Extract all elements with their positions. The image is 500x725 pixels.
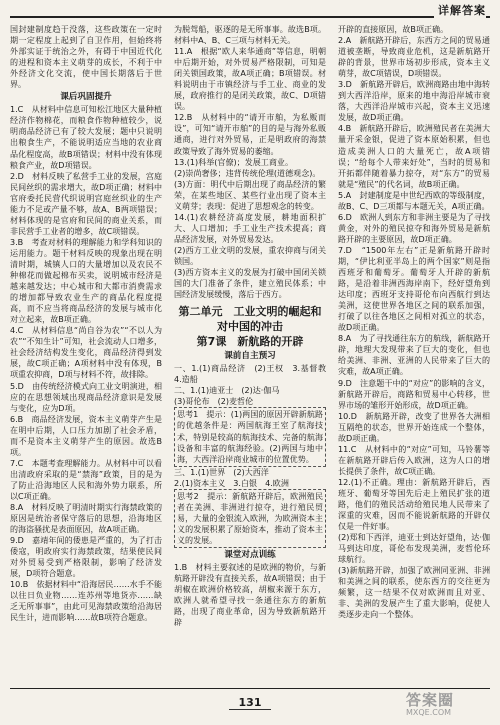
- answer-paragraph: 2.(1)资本主义 3.白银 4.欧洲: [174, 478, 289, 488]
- answer-paragraph: 3.D 新航路开辟后，欧洲商路由地中海转到大西洋沿岸，原来的地中海沿岸城市衰落，大西洋沿岸城市兴起，资本主义迅速发展，故D项正确。: [338, 80, 490, 123]
- answer-paragraph: 10.B 依据材料中“沿海居民……水手不能以往日负业物……连苏州等地货亦……缺乏无所事事”，由此可见海禁政策给沿海居民生计，进而影响……故B项符合题意。: [10, 580, 162, 623]
- answer-paragraph: 12.B 从材料中的“请开市舶，为私贩而设”，可知“请开市舶”的目的是与海外私贩通商，进行对外贸易，正是明政府的海禁政策导致了海外贸易的萎缩。: [174, 113, 326, 156]
- answer-paragraph: 二、1.(1)迪亚士 (2)达·伽马: [174, 386, 280, 396]
- page-header: [0, 0, 500, 22]
- answer-paragraph: 14.(1)农耕经济高度发展，耕地面积扩大、人口增加；手工业生产技术提高；商品经济发展，对外贸易发达。: [174, 212, 326, 244]
- answer-paragraph: 开辟的直接原因，故B项正确。: [338, 25, 449, 34]
- answer-paragraph: 9.D 注意题干中的“对应”的影响的含义，新航路开辟后，商路和贸易中心转移，世界市场的雏形开始形成，故D项正确。: [338, 378, 490, 410]
- footer-rule: [10, 688, 490, 689]
- answer-paragraph: (3)新航路开辟，加强了欧洲同亚洲、非洲和美洲之间的联系，使东西方的交往更为频繁，这一结果不仅对欧洲而且对亚、非、美洲的发展产生了重大影响，促使人类逐步走向一个整体。: [338, 566, 490, 620]
- answer-paragraph: 1.B 材料主要叙述的是欧洲的物价，与新航路开辟没有直接关系，故A项错误；由于胡椒在欧洲价格较高，胡椒来源于东方，欧洲人就希望寻找一条通往东方的新航路，出现了商业革命，因为导致新航路开辟: [174, 563, 326, 628]
- column-3: [338, 24, 490, 692]
- page-number-text: 131: [229, 696, 272, 710]
- answer-paragraph: 11.C 从材料中的“对应”可知，马铃薯等在新航路开辟后传入欧洲，这为人口的增长提供了条件，故C项正确。: [338, 444, 490, 476]
- hint-box: 思考1 提示：(1)两国的原因开辟新航路的优越条件是：两国航海王室了航海技术，特别是较高的航海技术、完备的航海设备和丰富的航海经验。(2)两国与地中海，大西洋沿岸商业城市的位置优势。: [174, 407, 326, 466]
- lesson-heading: 第7课 新航路的开辟: [196, 335, 304, 349]
- section-heading: 课堂对点训练: [224, 549, 276, 560]
- answer-paragraph: 7.D “1500年左右”正是新航路开辟时期，“伊比利亚半岛上的两个国家”则是指西班牙和葡萄牙。葡萄牙人开辟的新航路，是沿着非洲西海岸南下，经好望角到达印度；西班牙支持哥伦布向西航行到达美洲，这使世界各地区之间的联系加强，打破了以往各地区之间相对孤立的状态，故D项正确。: [338, 245, 490, 333]
- answer-paragraph: 一、1.(1)商品经济 (2)王权 3.基督教 4.造船: [174, 364, 335, 385]
- answer-paragraph: 2.A 新航路开辟后，东西方之间的贸易通道被垄断，导致商业危机，这是新航路开辟的背景，世界市场初步形成，资本主义萌芽，故C项错误，D项错误。: [338, 36, 490, 79]
- answer-paragraph: 5.A 封建制度是中世纪西欧的等级制度，故B、C、D三项都与本题无关，A项正确。: [338, 190, 490, 211]
- header-rule: [10, 16, 490, 18]
- watermark-top: 答案圈: [406, 691, 455, 709]
- header-title: 详解答案: [434, 2, 486, 18]
- answer-paragraph: 三、1.(1)世界 (2)大西洋: [174, 467, 269, 477]
- answer-paragraph: (2)崇尚奢侈；违背传统伦理(道德观念)。: [174, 168, 321, 178]
- answer-paragraph: 9.D 嘉靖年间的倭患是严重的，为了打击倭寇，明政府实行海禁政策，结果使民间对外贸易受到严格限制，影响了经济发展，D项符合题意。: [10, 536, 162, 579]
- answer-paragraph: 为脱驾船，驱逐的是无所事事。故选B项。材料中A、B、C三项与材料无关。: [174, 25, 326, 46]
- answer-paragraph: 1.C 从材料中信息可知松江地区大量种植经济作物棉花，而粮食作物种植较少，说明商品经济已有了较大发展；题中只说明出粮食生产，不能说明适应当地的农业商品化程度高，故B项错误；材料中没有体现粮食产业，故D项错误。: [10, 105, 162, 170]
- answer-paragraph: (3)哥伦布 (2)麦哲伦: [174, 397, 254, 407]
- answer-paragraph: 3.B 考查对材料的理解能力和学科知识的运用能力。题干材料反映的现象出现在明清时期，城镇人口的大量增加以及农民不种棉花而做起棉布买卖，说明城市经济是越来越发达；中心城市和大都市消费需求的增加都导致农业生产的商品化程度提高，而不应当将商品经济的发展与城市化对立起来，故B项正确。: [10, 237, 162, 325]
- answer-paragraph: 10.D 新航路开辟，改变了世界各大洲相互隔绝的状态，世界开始连成一个整体，故D项正确。: [338, 411, 490, 443]
- unit-heading: 第二单元 工业文明的崛起和对中国的冲击: [178, 305, 322, 334]
- answer-paragraph: 4.B 新航路开辟后，欧洲殖民者在美洲大量开采金银，促进了资本原始积累，但也造成美洲人口的大量死亡，故A项错误；“给每个人带来好处”，当时的贸易和开拓都伴随着暴力掠夺，对“东方”的贸易就是“殖民”的代名词，故B项正确。: [338, 124, 490, 189]
- answer-paragraph: 2.D 材料反映了私营手工业的发展，宫庭民间丝织的需求增大，故D项正确；材料中官府委托民营代织说明宫庭丝织业的生产能力不足或产量不够，故A、B两项错误；材料体现的是官府和民间的商业关系，而非民营手工业者的增多，故C项错误。: [10, 171, 162, 236]
- watermark-bottom: MXQE.COM: [406, 708, 452, 717]
- answer-paragraph: 6.D 欧洲人到东方和非洲主要是为了寻找黄金，对外的殖民掠夺和海外贸易是新航路开辟的主要原因，故D项正确。: [338, 212, 490, 244]
- answer-paragraph: 6.B 商品经济发展，资本主义萌芽产生是在明中后期，人口压力加剧了社会矛盾，而不是资本主义萌芽产生的原因。故选B项。: [10, 414, 162, 457]
- section-heading: 课后巩固提升: [60, 92, 112, 103]
- answer-paragraph: 8.A 材料反映了明清时期实行海禁政策的原因是统治者保守落后的思想，沿海地区的海盗骚扰是表面原因，故A项正确。: [10, 503, 162, 535]
- answer-paragraph: (2)西方工业文明的发展，重农抑商与闭关锁国。: [174, 245, 326, 266]
- hint-box: 思考2 提示：新航路开辟后，欧洲殖民者在美洲、非洲进行掠夺，进行殖民贸易，大量的金银流入欧洲，为欧洲资本主义的发展积累了原始资本，推动了资本主义的发展。: [174, 489, 326, 548]
- answer-paragraph: 13.(1)科举(官僚)；发展工商业。: [174, 157, 293, 167]
- answer-paragraph: 8.A 为了寻找通往东方的航线，新航路开辟，地理大发现带来了巨大的变化，但也给美洲、非洲、亚洲的人民带来了巨大的灾难，故A项正确。: [338, 334, 490, 377]
- column-1: [10, 24, 162, 692]
- answer-paragraph: 7.C 本题考查理解能力。从材料中可以看出清政府采取的是“禁海”政策，目的是为了防止沿海地区人民和海外势力联系，所以C项正确。: [10, 458, 162, 501]
- answer-paragraph: 国封建制度趋于没落，这些政策在一定时期一定程度上起到了自卫作用，但始终将外部实证于统治之外，有碍于中国近代化的进程和资本主义萌芽的成长，不利于中外经济文化交流，使中国长期落后于世界。: [10, 25, 162, 90]
- answer-paragraph: 12.(1)不正确。理由：新航路开辟后，西班牙、葡萄牙等国先后走上殖民扩张的道路，他们的殖民活动给殖民地人民带来了深重的灾难，因而不能说新航路的开辟仅仅是一件好事。: [338, 477, 490, 532]
- answer-paragraph: (2)郑和下西洋，迪亚士到达好望角，达·伽马到达印度，哥伦布发现美洲，麦哲伦环球航行。: [338, 533, 490, 565]
- answer-paragraph: 4.C 从材料信息“尚自谷为农”“不以人为农”“不知生计”可知，社会流动人口增多，社会经济结构发生变化，商品经济得到发展，故C项正确；A项材料中没有体现，B项重农抑商，D项与材料不符，故排除。: [10, 326, 162, 380]
- watermark-logo: [406, 693, 492, 719]
- answer-paragraph: 5.D 由传统经济模式向工业文明演进，相应的在思想领域出现商品经济意识是发展与变化，应为D项。: [10, 381, 162, 413]
- answer-paragraph: 11.A 根据“欧人来华通商”等信息，明朝中后期开始，对外贸易严格限制，可知是闭关锁国政策，故A项正确；B项错误。材料说明由于市镇经济与手工业、商业的发展，政府推行的是闭关政策，故C、D项错误。: [174, 47, 326, 112]
- answer-paragraph: (3)方面：明代中后期出现了商品经济的繁荣，在某些地区、某些行业出现了资本主义萌芽；表现：促进了思想观念的转变。: [174, 179, 326, 211]
- page-body: [10, 24, 490, 692]
- section-heading: 课前自主预习: [224, 351, 276, 362]
- column-2: [174, 24, 335, 692]
- answer-paragraph: (3)西方资本主义的发展为打破中国闭关锁国的大门准备了条件，建立殖民体系；中国经济发展缓慢，落后于西方。: [174, 268, 326, 300]
